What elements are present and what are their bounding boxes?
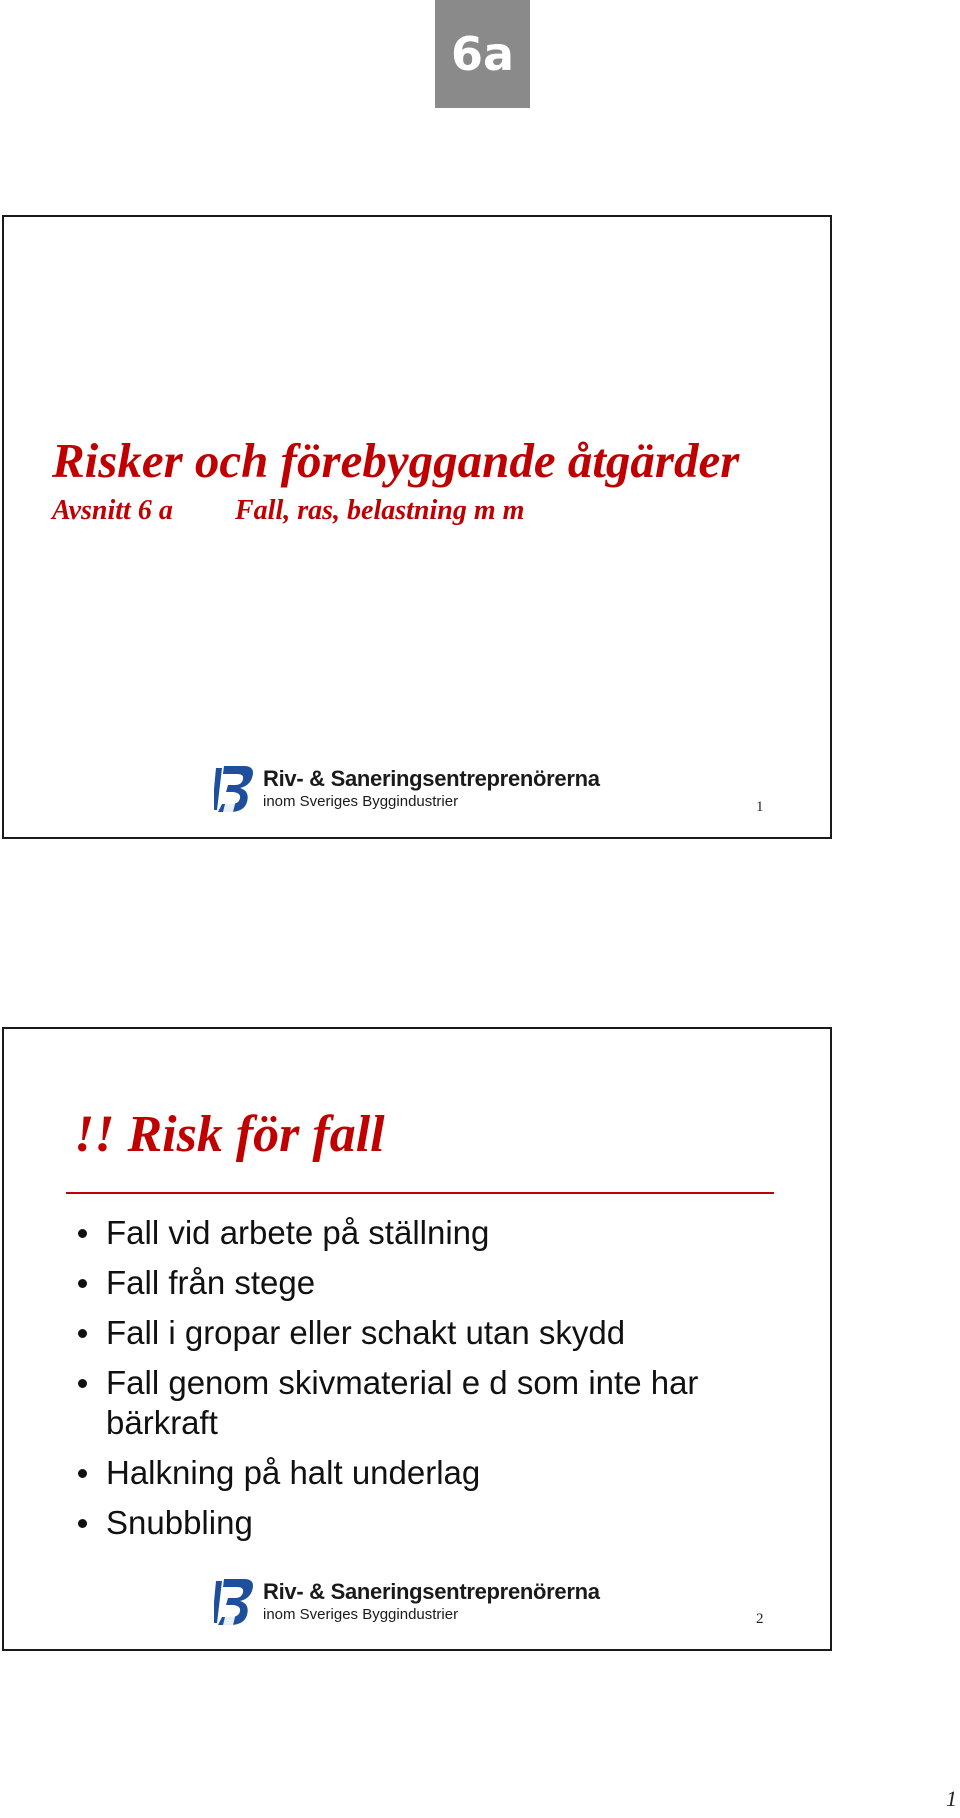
list-item: Halkning på halt underlag bbox=[76, 1453, 776, 1493]
document-page-number: 1 bbox=[946, 1786, 957, 1811]
subtitle-topic: Fall, ras, belastning m m bbox=[235, 495, 525, 526]
rb-logo-icon bbox=[214, 764, 256, 814]
logo-tagline: inom Sveriges Byggindustrier bbox=[263, 1606, 459, 1623]
logo-name: Riv- & Saneringsentreprenörerna bbox=[263, 766, 600, 791]
slide-2 bbox=[2, 1027, 832, 1651]
logo-name: Riv- & Saneringsentreprenörerna bbox=[263, 1579, 600, 1604]
bullet-icon bbox=[78, 1279, 87, 1288]
subtitle-section: Avsnitt 6 a bbox=[52, 495, 173, 526]
rb-logo-icon bbox=[214, 1577, 256, 1627]
list-item: Fall i gropar eller schakt utan skydd bbox=[76, 1313, 776, 1353]
bullet-icon bbox=[78, 1379, 87, 1388]
slide-page-number: 2 bbox=[756, 1611, 764, 1627]
bullet-icon bbox=[78, 1329, 87, 1338]
slide-title: Risker och förebyggande åtgärder bbox=[52, 433, 740, 488]
section-badge: 6a bbox=[435, 0, 530, 108]
slide-title: !! Risk för fall bbox=[74, 1106, 385, 1163]
list-item: Snubbling bbox=[76, 1503, 776, 1543]
list-item: Fall från stege bbox=[76, 1263, 776, 1303]
list-item: Fall genom skivmaterial e d som inte har bärkraft bbox=[76, 1363, 776, 1443]
bullet-icon bbox=[78, 1519, 87, 1528]
bullet-list bbox=[76, 1213, 776, 1553]
bullet-icon bbox=[78, 1229, 87, 1238]
slide-subtitle bbox=[52, 495, 524, 527]
slide-page-number: 1 bbox=[756, 799, 764, 815]
company-logo bbox=[214, 764, 634, 816]
bullet-icon bbox=[78, 1469, 87, 1478]
company-logo bbox=[214, 1577, 634, 1629]
list-item: Fall vid arbete på ställning bbox=[76, 1213, 776, 1253]
logo-tagline: inom Sveriges Byggindustrier bbox=[263, 793, 459, 810]
title-divider bbox=[66, 1192, 774, 1194]
slide-1 bbox=[2, 215, 832, 839]
